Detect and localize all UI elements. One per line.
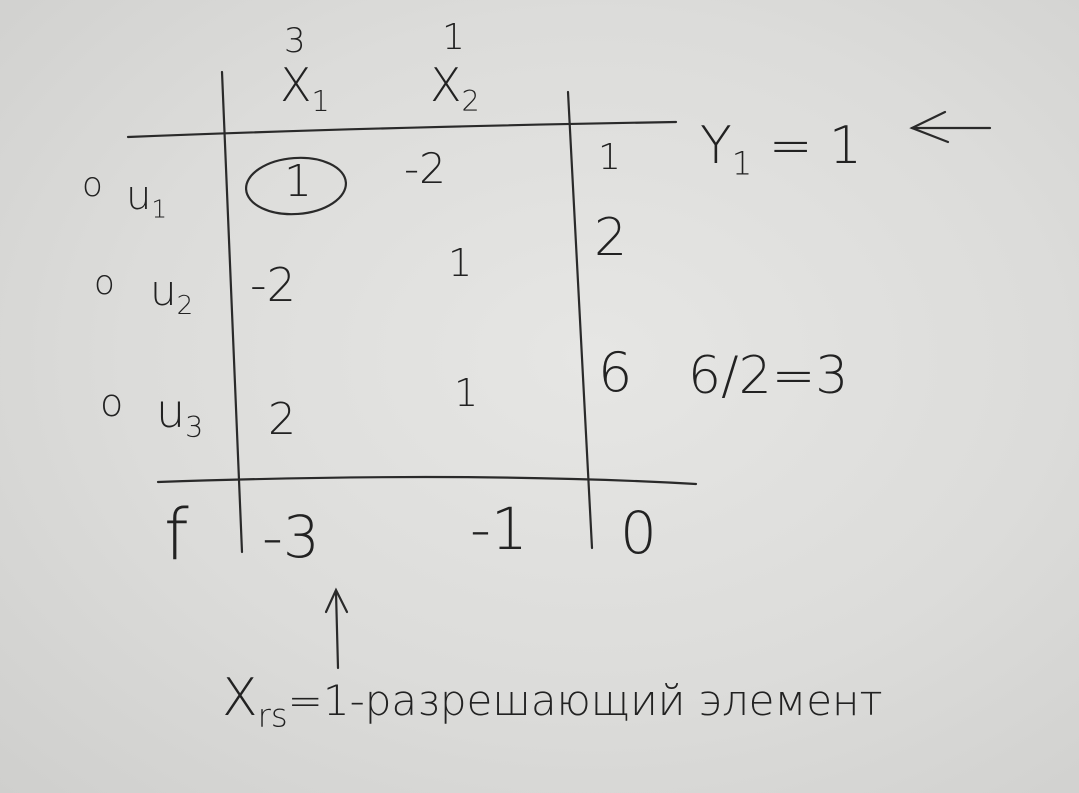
row1-x2: -2 xyxy=(404,144,446,193)
pivot-caption xyxy=(222,668,883,735)
row2-x1: -2 xyxy=(250,258,296,312)
row1-x1-pivot: 1 xyxy=(284,156,312,207)
ratio-row1-lhs: Y xyxy=(700,116,732,176)
row1-label xyxy=(126,173,168,224)
objective-b: 0 xyxy=(620,499,657,567)
col-x1-coef: 3 xyxy=(284,21,306,61)
row2-x2: 1 xyxy=(448,241,473,285)
up-arrow-shaft xyxy=(336,592,338,668)
row3-label xyxy=(156,384,204,444)
ratio-row1 xyxy=(700,116,862,183)
row3-x2: 1 xyxy=(454,371,479,415)
row1-mark: o xyxy=(82,165,103,205)
pivot-caption-sub: rs xyxy=(257,696,288,735)
col-x2-sub: 2 xyxy=(461,84,480,118)
objective-x2: -1 xyxy=(470,495,528,563)
row2-var: u xyxy=(150,266,177,315)
col-x2-header xyxy=(430,58,480,118)
row3-var: u xyxy=(156,384,186,438)
row1-b: 1 xyxy=(598,137,621,178)
row3-b: 6 xyxy=(598,341,633,404)
row1-sub: 1 xyxy=(151,194,168,224)
col-x2-coef: 1 xyxy=(442,17,465,58)
col-x1-sub: 1 xyxy=(311,84,330,118)
row2-sub: 2 xyxy=(176,291,194,322)
col-x1-var: X xyxy=(280,58,312,112)
col-x2-var: X xyxy=(430,58,462,112)
ratio-row1-rhs: = 1 xyxy=(768,116,862,176)
ratio-row3: 6/2=3 xyxy=(688,346,849,406)
pivot-caption-text: =1-разрешающий элемент xyxy=(287,676,883,725)
row3-sub: 3 xyxy=(185,410,204,444)
pivot-caption-var: X xyxy=(222,668,258,728)
ratio-row1-sub: 1 xyxy=(731,144,753,183)
top-horizontal-line xyxy=(128,122,676,137)
row2-b: 2 xyxy=(594,208,628,268)
row2-mark: o xyxy=(94,263,115,303)
row2-label xyxy=(150,266,194,322)
row1-var: u xyxy=(126,173,152,219)
row3-x1: 2 xyxy=(268,394,296,445)
objective-x1: -3 xyxy=(262,503,320,571)
row3-mark: o xyxy=(100,381,124,425)
col-x1-header xyxy=(280,58,330,118)
objective-label: f xyxy=(164,494,189,576)
